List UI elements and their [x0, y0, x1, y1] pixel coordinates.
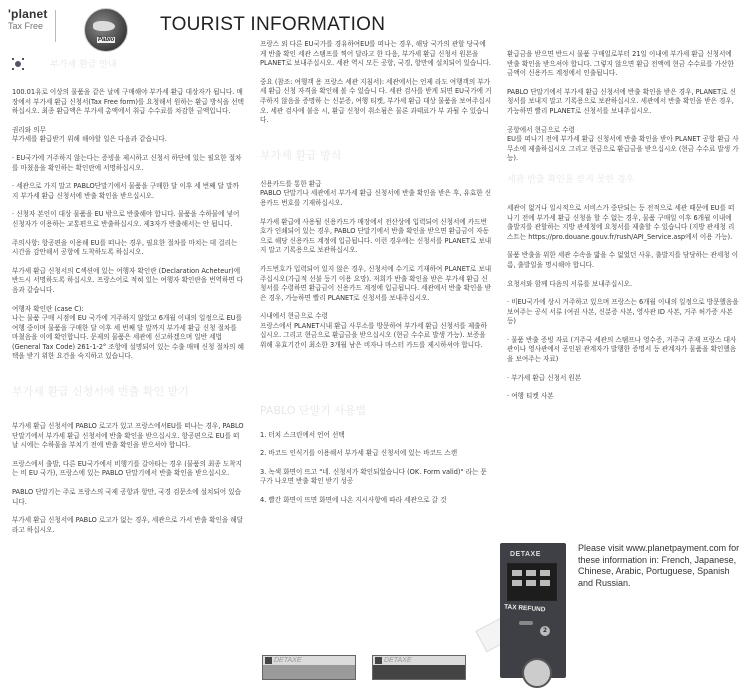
- card-paragraph-3: 카드번호가 입력되어 있지 않은 경우, 신청서에 수기로 기재하여 PLANET로 보내주십시오(가급적 선불 등기 이용 요망). 저희가 반출 확인을 받은 부가세 환급 신청서를 수령하면 환급금이 신용카드 계정에 입금됩니다. 세관에서 반출 확인을 받은 경우, 가능하면 빨리 PLANET로 신청서를 보내주십시오.: [260, 264, 492, 302]
- airport-paragraph: EU를 떠나기 전에 부가세 환급 신청서에 반출 확인을 받아 PLANET 공항 환급 사무소에 제출하십시오 그리고 현금으로 환급금을 받으십시오 (현금 수수료 발생 가능).: [507, 135, 739, 163]
- card-paragraph-1: PABLO 단말기나 세관에서 부가세 환급 신청서에 반출 확인을 받은 후, 유효한 신용카드 번호를 기재하십시오.: [260, 189, 492, 207]
- declaration-paragraph: 부가세 환급 신청서의 C섹션에 있는 여행자 확인란 (Declaration Acheteur)에 반드시 서명하도록 하십시오. 프랑스어로 적혀 있는 여행자 확인란을 번역하면 다음과 같습니다.: [12, 266, 244, 294]
- column-1: [12, 88, 244, 544]
- step-3: 3. 녹색 화면이 뜨고 "네. 신청서가 확인되었습니다 (OK. Form valid)" 라는 문구가 나오면 반출 확인 받기 성공: [260, 467, 487, 486]
- pablo-howto-heading: PABLO 단말기 사용법: [260, 403, 367, 417]
- export-paragraph-2: 프랑스에서 출발, 다른 EU국가에서 비행기를 갈아타는 경우 (물품의 최종 도착지는 비 EU 국가), 프랑스에 있는 PABLO 단말기에서 반출 확인을 받으십시오.: [12, 459, 242, 478]
- important-paragraph: 중요 (참조: 여행객 용 프랑스 세관 지침서): 세관에서는 언제 라도 여행객의 부가세 환급 신청 자격을 확인해 볼 수 있습니 다. 세관 검사를 받게 되면 EU국가에 거주하지 않음을 증명하 는 신분증, 여행 티켓, 부가세 환급 대상 물품을 보여주십시오. 세관 검사에 불응 시, 환급 신청이 취소됨은 물론 과태료가 부 과될 수 있습니다.: [260, 77, 492, 125]
- no-customs-paragraph: 세관이 없거나 일시적으로 서비스가 중단되는 등 전적으로 세관 때문에 EU를 떠나기 전에 부가세 환급 신청을 할 수 없는 경우, 물품 구매일 이후 6개월 이내에 출발지를 관할하는 지방 관세청에 요청서를 제출할 수 있습니다 (지방 관세청 리스트는 https://pro.douane.gouv.fr/rush/API_Service.asp에서 이용 가능).: [507, 203, 735, 241]
- barcode-scanner-slot: [519, 621, 533, 625]
- paragraph-pablo-keep: PABLO 단말기에서 부가세 환급 신청서에 반출 확인을 받은 경우, PLANET로 신청서를 보내지 말고 기록용으로 보관하십시오. 세관에서 반출 확인을 받은 경우, 가능하면 빨리 PLANET로 신청서를 보내주십시오.: [507, 87, 736, 115]
- logo-divider: [55, 10, 56, 42]
- page-title: TOURIST INFORMATION: [160, 14, 386, 35]
- rights-heading: 권리와 의무: [12, 125, 46, 134]
- doc-item-1: · 비EU국가에 상시 거주하고 있으며 프랑스는 6개월 이내의 일정으로 방문했음을 보여주는 공식 서류 (여권 사본, 신분증 사본, 영사관 ID 사본, 거주 허가증 사본 등): [507, 298, 739, 326]
- bullet-3: · 신청자 본인이 대상 물품을 EU 밖으로 반출해야 합니다. 물품을 수하물에 넣어 신청자가 이용하는 교통편으로 반출하십시오. 제3자가 반출해서는 안 됩니다.: [12, 210, 240, 228]
- reason-paragraph: 물품 반출을 위한 세관 수속을 밟을 수 없었던 사유, 출발지를 담당하는 관세청 이름, 출발일을 명시해야 합니다.: [507, 251, 739, 269]
- column-3: [507, 50, 739, 411]
- green-screen-image: [262, 655, 356, 680]
- pablo-screens: [262, 655, 472, 678]
- caution-paragraph: 주의사항: 항공편을 이용해 EU를 떠나는 경우, 필요한 절차를 마치는 데 걸리는 시간을 감안해서 공항에 도착하도록 하십시오.: [12, 238, 238, 257]
- paragraph-21-days: 환급금을 받으면 반드시 물품 구매일로부터 21일 이내에 부가세 환급 신청서에 반출 확인을 받으셔야 합니다. 그렇지 않으면 환급 전액에 현금 수수료를 가산한 금액이 신용카드 계정에서 인출됩니다.: [507, 50, 734, 78]
- doc-item-2: · 물품 반출 증빙 자료 (거주국 세관의 스탬프나 영수증, 거주국 주재 프랑스 대사관이나 영사관에서 공인된 관계자가 발행한 증명서 등 관계자가 물품을 확인했음을 보여주는 자료): [507, 335, 737, 364]
- pablo-logo-label: Pablo: [98, 37, 115, 43]
- no-customs-heading: 세관 반출 확인을 받지 못한 경우: [507, 174, 635, 185]
- column-2: [260, 40, 492, 515]
- screen-label: DETAXE: [274, 657, 302, 664]
- bullet-1: · EU국가에 거주하지 않는다는 증빙을 제시하고 신청서 하단에 있는 필요한 절차를 마쳤음을 확인하는 확인란에 서명하십시오.: [12, 153, 242, 172]
- export-paragraph-4: 부가세 환급 신청서에 PABLO 로고가 없는 경우, 세관으로 가서 반출 확인을 해달라고 하십시오.: [12, 516, 244, 534]
- bullet-2: · 세관으로 가지 말고 PABLO단말기에서 물품을 구매한 달 이후 세 번째 달 말까지 부가세 환급 신청서에 반출 확인을 받으십시오.: [12, 182, 239, 200]
- kiosk-globe-icon: [522, 658, 552, 688]
- doc-item-3: · 부가세 환급 신청서 원본: [507, 373, 582, 382]
- cash-city-paragraph: 프랑스에서 PLANET시내 환급 사무소를 방문하여 부가세 환급 신청서를 제출하십시오. 그리고 현금으로 환급금을 받으십시오 (현금 수수료 발생 가능). 보증을 위해 유효기간이 최소한 3개월 남은 비자나 마스터 카드를 제시하셔야 합니다.: [260, 321, 487, 350]
- doc-item-4: · 여행 티켓 사본: [507, 392, 554, 401]
- export-paragraph-3: PABLO 단말기는 주로 프랑스의 국제 공항과 항만, 국경 검문소에 설치되어 있습니다.: [12, 488, 241, 506]
- pablo-kiosk-image: [500, 543, 566, 678]
- card-heading: 신용카드를 통한 환급: [260, 179, 322, 188]
- card-paragraph-2: 부가세 환급에 사용될 신용카드가 매장에서 전산상에 입력되어 신청서에 카드번호가 인쇄되어 있는 경우, PABLO 단말기에서 반출 확인을 받으면 환급금이 자동으로 해당 신용카드 계정에 입금됩니다. 이런 경우에는 신청서를 PLANET로 보내지 말고 기록용으로 보관하십시오.: [260, 217, 492, 255]
- kiosk-label: TAX REFUND: [503, 603, 546, 614]
- visit-website-text: Please visit www.planetpayment.com for these information in: French, Japanese, Chinese, Arabic, Portuguese, Spanish and Russian.: [578, 543, 740, 588]
- globe-land-shape: [93, 21, 115, 31]
- refund-methods-heading: 부가세 환급 방식: [260, 148, 342, 162]
- step-4: 4. 빨간 화면이 뜨면 화면에 나온 지시사항에 따라 세관으로 갈 것: [260, 496, 447, 505]
- kiosk-screen: [507, 563, 557, 601]
- export-heading: 부가세 환급 신청서에 반출 확인 받기: [12, 385, 189, 399]
- airport-heading: 공항에서 현금으로 수령: [507, 125, 575, 134]
- kiosk-brand: DETAXE: [510, 551, 541, 558]
- step-2: 2. 바코드 인식기를 이용해서 부가세 환급 신청서에 있는 바코드 스캔: [260, 449, 458, 458]
- planet-logo: [8, 8, 56, 32]
- kiosk-step-number: 2: [540, 626, 550, 636]
- intro-paragraph: 100.01유로 이상의 물품을 같은 날에 구매해야 부가세 환급 대상자가 됩니다. 매장에서 부가세 환급 신청서(Tax Free form)를 요청해서 원하는 환급 방식을 선택하십시오. 최종 환급액은 부가세 총액에서 취급 수수료를 차감한 금액입니다.: [12, 88, 244, 116]
- planet-brand: 'planet: [8, 7, 48, 21]
- case-text: 나는 물품 구매 시점에 EU 국가에 거주하지 않았고 6개월 이내의 일정으로 EU를 여행 중이며 물품을 구매한 달 이후 세 번째 달 말까지 부가세 환급 신청 절차를 마쳤음을 이에 확인합니다. 문제의 물품은 세관에 신고하겠으며 일반 세법 (General Tax Code) 261-1-2° 조항에 설명되어 있는 수출 매매 신청 절차의 혜택을 받기 위한 요건을 숙지하고 있습니다.: [12, 314, 244, 361]
- language-heading: 부가세 환급 안내: [50, 60, 117, 70]
- planet-brand-sub: Tax Free: [8, 21, 44, 31]
- other-eu-paragraph: 프랑스 외 다른 EU국가를 경유하여EU를 떠나는 경우, 해당 국가의 관할 당국에게 반출 확인 세관 스탬프를 찍어 달라고 한 다음, 부가세 환급 신청서 원본을 PLANET로 보내주십시오. 세관 역시 모든 공항, 국경, 항만에 설치되어 있습니다.: [260, 40, 492, 68]
- screen-label: DETAXE: [384, 657, 412, 664]
- rights-intro: 부가세를 환급받기 위해 해야할 일은 다음과 같습니다.: [12, 135, 167, 144]
- red-screen-image: [372, 655, 466, 680]
- step-1: 1. 터치 스크린에서 언어 선택: [260, 430, 345, 439]
- cash-city-heading: 시내에서 현금으로 수령: [260, 312, 328, 321]
- screen-home-icon: [375, 657, 382, 664]
- case-heading: 여행자 확인란 (case C):: [12, 304, 84, 313]
- docs-intro: 요청서와 함께 다음의 서류를 보내주십시오.: [507, 279, 633, 288]
- pablo-logo-icon: [84, 8, 128, 52]
- screen-home-icon: [265, 657, 272, 664]
- export-paragraph-1: 부가세 환급 신청서에 PABLO 로고가 있고 프랑스에서EU를 떠나는 경우, PABLO 단말기에서 부가세 환급 신청서에 반출 확인을 받으십시오. 항공편으로 EU를 떠날 시에는 수하물을 부치기 전에 반출 확인을 받으셔야 합니다.: [12, 422, 244, 450]
- korea-flag-icon: [12, 58, 24, 70]
